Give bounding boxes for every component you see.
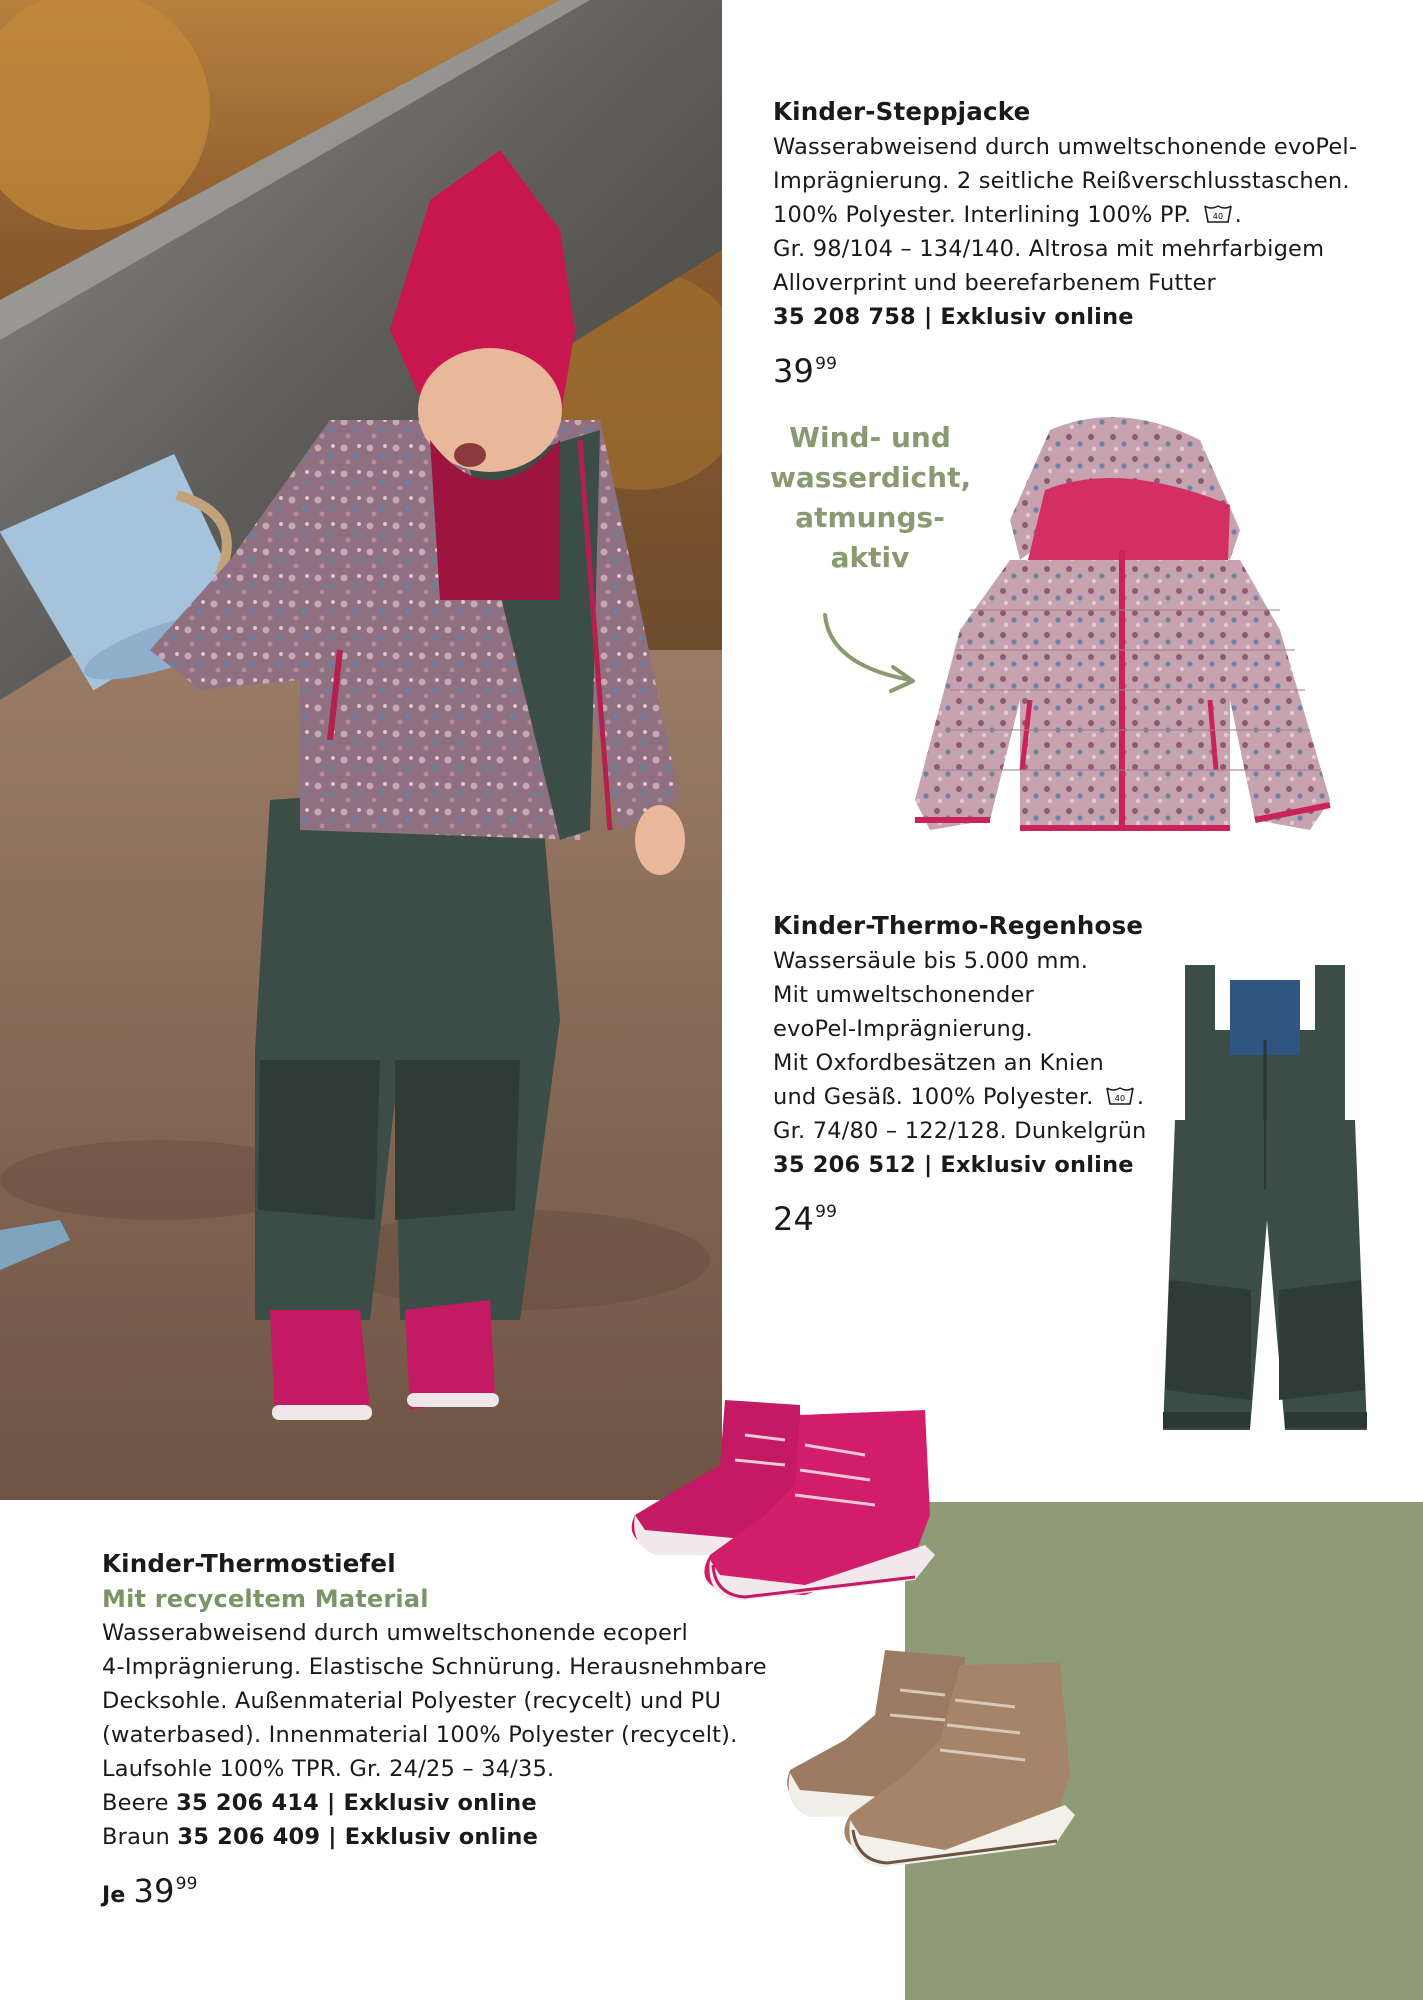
pants-desc-text: und Gesäß. 100% Polyester. xyxy=(773,1084,1094,1110)
variant-article: 35 206 414 | Exklusiv online xyxy=(176,1790,537,1816)
boots-title: Kinder-Thermostiefel xyxy=(102,1549,396,1578)
jacket-copy xyxy=(773,94,1373,391)
boots-copy xyxy=(102,1546,802,1916)
boots-desc-line: Decksohle. Außenmaterial Polyester (recycelt) und PU xyxy=(102,1688,722,1714)
callout-line: Wind- und xyxy=(789,421,951,454)
pants-price xyxy=(773,1192,1173,1239)
pants-desc-suffix: . xyxy=(1136,1084,1145,1110)
price-cents: 99 xyxy=(815,1202,838,1222)
callout-line: atmungs- xyxy=(795,501,945,534)
pants-desc-line: Mit umweltschonender xyxy=(773,982,1034,1008)
variant-label: Braun xyxy=(102,1824,170,1850)
jacket-desc-line xyxy=(773,198,1373,232)
jacket-title: Kinder-Steppjacke xyxy=(773,97,1031,126)
jacket-desc-line: Alloverprint und beerefarbenem Futter xyxy=(773,270,1216,296)
price-cents: 99 xyxy=(815,354,838,374)
pants-title: Kinder-Thermo-Regenhose xyxy=(773,911,1144,940)
callout-line: wasserdicht, xyxy=(770,461,972,494)
wash-40-icon xyxy=(1203,203,1233,225)
jacket-desc-line: Wasserabweisend durch umweltschonende evoPel- xyxy=(773,134,1358,160)
jacket-product-image xyxy=(910,410,1340,845)
wash-temp: 40 xyxy=(1212,212,1223,221)
brown-boots-image xyxy=(775,1645,1090,1875)
jacket-desc-line: Imprägnierung. 2 seitliche Reißverschlusstaschen. xyxy=(773,168,1350,194)
pants-desc-line xyxy=(773,1080,1173,1114)
wash-40-icon xyxy=(1105,1085,1135,1107)
pants-desc-line: Wassersäule bis 5.000 mm. xyxy=(773,948,1089,974)
boots-variant-braun xyxy=(102,1820,802,1854)
variant-label: Beere xyxy=(102,1790,169,1816)
price-main: 24 xyxy=(773,1200,815,1238)
wash-temp: 40 xyxy=(1114,1094,1126,1103)
boots-subtitle: Mit recyceltem Material xyxy=(102,1585,429,1613)
price-prefix: Je xyxy=(102,1883,126,1908)
pants-desc-line: Gr. 74/80 – 122/128. Dunkelgrün xyxy=(773,1118,1147,1144)
boots-desc-line: Wasserabweisend durch umweltschonende ecoperl xyxy=(102,1620,688,1646)
jacket-price xyxy=(773,344,1373,391)
price-cents: 99 xyxy=(175,1874,198,1894)
pants-article-number: 35 206 512 | Exklusiv online xyxy=(773,1152,1134,1178)
pants-product-image xyxy=(1155,960,1375,1445)
jacket-desc-text: 100% Polyester. Interlining 100% PP. xyxy=(773,202,1192,228)
pants-desc-line: Mit Oxfordbesätzen an Knien xyxy=(773,1050,1104,1076)
boots-desc-line: 4-Imprägnierung. Elastische Schnürung. Herausnehmbare xyxy=(102,1654,767,1680)
pants-copy xyxy=(773,908,1173,1239)
pants-desc-line: evoPel-Imprägnierung. xyxy=(773,1016,1033,1042)
price-main: 39 xyxy=(773,352,815,390)
lifestyle-photo xyxy=(0,0,722,1500)
callout-line: aktiv xyxy=(830,541,910,574)
boots-price xyxy=(102,1864,802,1916)
jacket-article-number: 35 208 758 | Exklusiv online xyxy=(773,304,1134,330)
jacket-desc-suffix: . xyxy=(1234,202,1242,228)
variant-article: 35 206 409 | Exklusiv online xyxy=(177,1824,539,1850)
boots-desc-line: Laufsohle 100% TPR. Gr. 24/25 – 34/35. xyxy=(102,1756,555,1782)
boots-desc-line: (waterbased). Innenmaterial 100% Polyester (recycelt). xyxy=(102,1722,738,1748)
price-main: 39 xyxy=(133,1872,175,1910)
jacket-desc-line: Gr. 98/104 – 134/140. Altrosa mit mehrfarbigem xyxy=(773,236,1325,262)
curved-arrow-icon xyxy=(815,605,925,695)
boots-variant-beere xyxy=(102,1786,802,1820)
